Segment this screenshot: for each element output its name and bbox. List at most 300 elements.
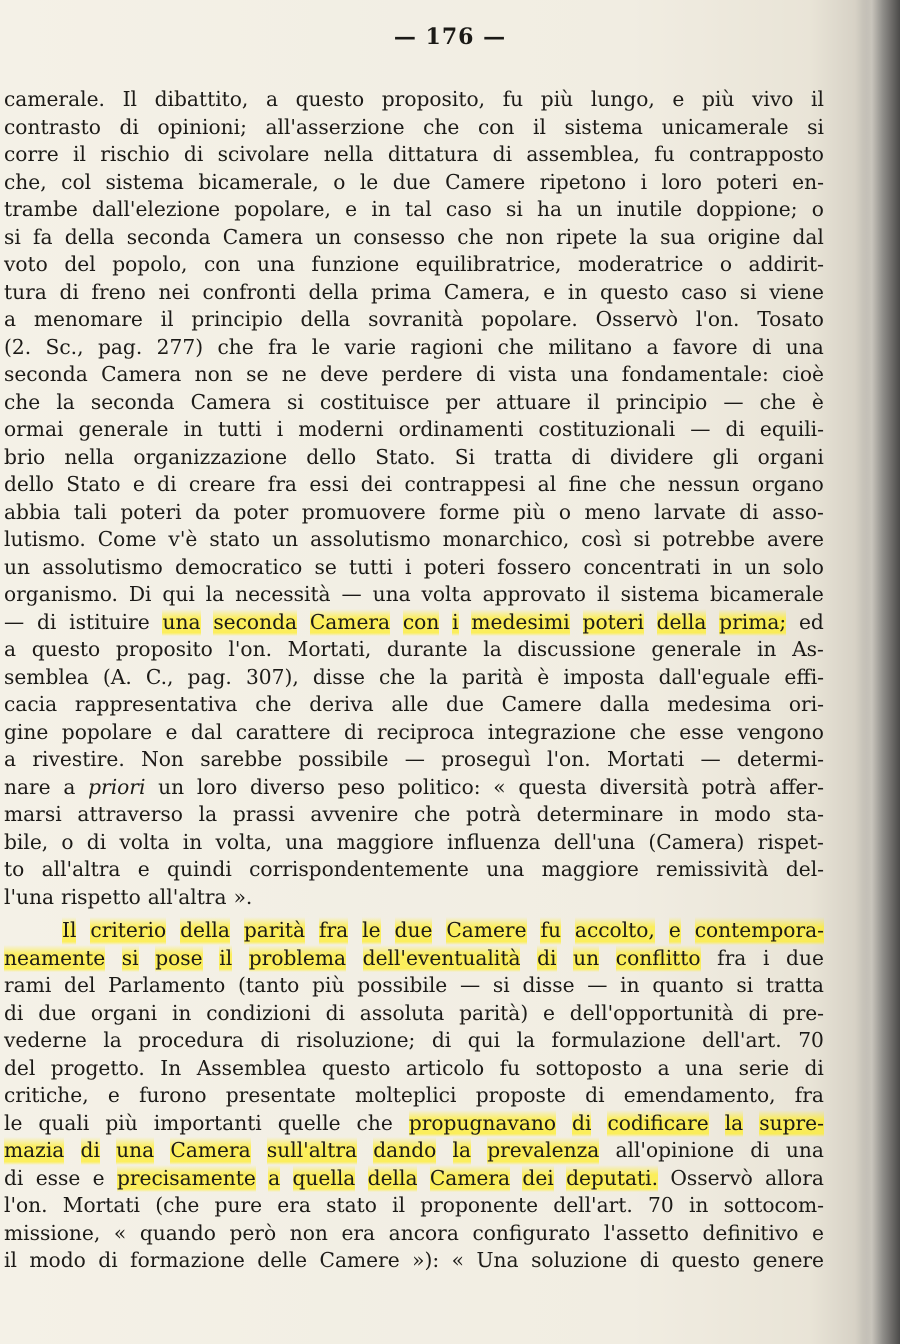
word: dello — [4, 472, 54, 496]
word: democratico — [175, 554, 303, 579]
word: As- — [792, 637, 824, 661]
word: popolare — [61, 719, 153, 744]
word: fa — [33, 224, 53, 249]
word: varie — [344, 334, 397, 359]
word: ». — [233, 884, 253, 909]
word: supre- — [759, 1110, 824, 1138]
word: in — [712, 554, 733, 579]
word: dall'eguale — [658, 664, 771, 689]
word: col — [61, 169, 92, 194]
word: proseguì — [441, 747, 531, 771]
word: poter — [233, 499, 289, 524]
word: di — [725, 417, 745, 441]
word: opinioni; — [157, 114, 247, 139]
word: all'opinione — [615, 1138, 735, 1162]
word: non — [289, 1220, 328, 1245]
word: nare — [4, 774, 51, 799]
word: scivolare — [217, 142, 310, 166]
word: si — [122, 945, 139, 973]
word: dell'eventualità — [363, 945, 521, 973]
word: formulazione — [551, 1028, 686, 1052]
word: tratta — [494, 444, 553, 469]
word: all'asserzione — [265, 114, 405, 139]
text-line — [4, 884, 824, 912]
word: organo — [751, 472, 824, 496]
word: il — [73, 142, 86, 166]
text-line — [4, 1137, 824, 1165]
word: dittatura — [387, 142, 479, 166]
text-line — [4, 416, 824, 444]
text-line — [4, 746, 824, 774]
text-line — [4, 829, 824, 857]
word: o — [333, 169, 346, 194]
word: quali — [38, 1110, 90, 1135]
word: confronti — [202, 279, 296, 304]
word: cioè — [782, 362, 824, 386]
word: contrapposto — [689, 142, 824, 166]
word: volta, — [215, 829, 273, 854]
word: un — [744, 554, 771, 579]
word: prima — [371, 279, 432, 304]
word: Stato — [66, 472, 121, 496]
word: sua — [660, 224, 696, 249]
word: unicamerale — [661, 114, 789, 139]
word: pag. — [187, 664, 232, 689]
word: moderni — [298, 417, 384, 441]
word: Camere — [319, 1248, 400, 1272]
word: sull'altra — [267, 1137, 357, 1165]
word: due — [446, 692, 484, 716]
body-text — [4, 86, 824, 1275]
word: In — [160, 1055, 182, 1080]
word: cacia — [4, 692, 58, 716]
word: questo — [671, 1248, 741, 1272]
word: che — [497, 334, 534, 359]
word: e — [132, 472, 145, 496]
word: e — [543, 1000, 555, 1025]
word: moderatrice — [578, 252, 704, 276]
word: « — [493, 774, 506, 799]
word: configurato — [472, 1220, 591, 1245]
word: l'on. — [4, 1193, 48, 1217]
word: di — [344, 719, 364, 744]
word: — — [404, 747, 425, 771]
text-line — [4, 609, 824, 637]
word: che — [629, 719, 666, 744]
text-line — [4, 169, 824, 197]
word: questo — [295, 87, 365, 111]
word: sovranità — [368, 307, 464, 331]
word: in — [371, 197, 391, 221]
word: addirit- — [748, 252, 824, 276]
word: e — [669, 917, 681, 945]
word: la — [453, 1137, 472, 1165]
word: o — [719, 252, 733, 276]
word: asso- — [772, 499, 824, 524]
word: la — [56, 389, 75, 414]
word: discussione — [517, 637, 636, 661]
word: maggiore — [336, 829, 434, 854]
word: 277) — [156, 334, 204, 359]
word: a — [4, 637, 17, 661]
word: missione, — [4, 1220, 101, 1245]
word: tutti — [348, 554, 393, 579]
word: soluzione — [531, 1248, 628, 1272]
word: un — [4, 554, 31, 579]
word: fra — [319, 917, 348, 945]
word: fu — [540, 917, 560, 945]
word: trambe — [4, 197, 78, 221]
word: poteri — [716, 169, 778, 194]
word: che — [217, 334, 254, 359]
word: semblea — [4, 664, 89, 689]
word: Camere — [446, 917, 526, 945]
text-line — [4, 1192, 824, 1220]
word: una — [785, 334, 824, 359]
word: che — [457, 224, 494, 249]
word: sistema — [620, 582, 700, 606]
word: una — [285, 829, 324, 854]
text-line — [4, 499, 824, 527]
text-line — [4, 279, 824, 307]
word: Mortati — [606, 747, 685, 771]
word: un — [573, 945, 599, 973]
word: monarchico, — [442, 527, 570, 551]
word: furono — [139, 1083, 207, 1107]
word: 307), — [245, 664, 299, 689]
word: del- — [785, 857, 824, 881]
word: rispet- — [757, 829, 824, 854]
word: in — [171, 1000, 192, 1025]
word: presentate — [225, 1083, 336, 1107]
word: dello — [306, 444, 357, 469]
word: dell'art. — [702, 1028, 782, 1052]
word: a — [4, 747, 17, 771]
word: Stato. — [375, 444, 436, 469]
word: essi — [309, 472, 349, 496]
word: codificare — [607, 1110, 708, 1138]
word: un — [315, 224, 342, 249]
word: precisamente — [117, 1165, 256, 1193]
word: imposta — [563, 664, 645, 689]
word: (tanto — [238, 973, 300, 997]
word: corrispondentemente — [249, 857, 469, 881]
word: i — [405, 554, 412, 579]
word: quando — [139, 1220, 216, 1245]
word: deve — [320, 362, 369, 386]
text-line — [4, 361, 824, 389]
word: 70 — [648, 1193, 674, 1217]
word: peso — [337, 774, 386, 799]
word: assolutismo — [310, 527, 431, 551]
word: inutile — [616, 197, 683, 221]
word: l'on. — [228, 637, 272, 661]
word: fu — [502, 87, 524, 111]
word: disse — [312, 664, 365, 689]
word: due — [392, 169, 431, 194]
word: all'altra — [41, 857, 121, 881]
word: serie — [738, 1055, 790, 1080]
word: parità — [461, 664, 524, 689]
word: di — [739, 499, 759, 524]
word: che — [414, 802, 451, 826]
word: ripetono — [539, 169, 627, 194]
word: una — [162, 609, 200, 637]
word: definitivo — [702, 1220, 799, 1245]
word: che — [759, 389, 796, 414]
word: organi — [90, 1000, 158, 1025]
word: di — [748, 1000, 768, 1025]
word: possibile — [357, 973, 448, 997]
word: parità) — [459, 1000, 529, 1025]
text-line — [4, 224, 824, 252]
word: fine — [568, 472, 607, 496]
word: condizioni — [206, 1000, 311, 1025]
word: il — [160, 307, 174, 331]
word: il — [586, 389, 600, 414]
word: la — [483, 637, 502, 661]
text-line — [4, 664, 824, 692]
word: dal — [190, 719, 223, 744]
word: se — [314, 554, 337, 579]
word: di — [86, 829, 107, 854]
word: rappresentativa — [74, 692, 238, 716]
word: Mortati, — [287, 637, 372, 661]
word: dando — [373, 1137, 436, 1165]
word: modo — [29, 1248, 86, 1272]
word: conflitto — [616, 945, 701, 973]
word: vengono — [737, 719, 824, 744]
word: — — [459, 973, 481, 997]
word: le — [362, 917, 380, 945]
text-line — [4, 945, 824, 973]
word: sistema — [105, 169, 184, 194]
word: seconda — [126, 224, 211, 249]
word: i — [276, 417, 284, 441]
word: Tosato — [757, 307, 824, 331]
word: pag. — [97, 334, 143, 359]
word: assemblea, — [526, 142, 640, 166]
word: di — [639, 1248, 660, 1272]
word: in — [679, 802, 699, 826]
word: i — [452, 609, 458, 637]
word: i — [762, 945, 770, 970]
word: a — [268, 1165, 280, 1193]
word: due — [38, 1000, 77, 1025]
word: fu — [499, 1055, 521, 1080]
word: di — [572, 1110, 591, 1138]
word: diverso — [250, 774, 325, 799]
word: si — [736, 973, 754, 997]
word: prima; — [719, 609, 786, 637]
page-number: — 176 — — [393, 24, 507, 50]
word: della — [64, 224, 115, 249]
word: nei — [158, 279, 190, 304]
word: che — [423, 114, 460, 139]
word: che — [255, 692, 292, 716]
word: il — [533, 114, 546, 139]
word: popolare. — [481, 307, 578, 331]
word: importanti — [153, 1110, 262, 1135]
word: la — [198, 802, 218, 826]
word: possibile — [298, 747, 389, 771]
word: — — [700, 747, 721, 771]
word: ormai — [4, 417, 64, 441]
word: disse — [522, 973, 575, 997]
word: di — [492, 142, 513, 166]
word: consesso — [353, 224, 446, 249]
word: contrasto — [4, 114, 101, 139]
word: al — [537, 472, 557, 496]
word: pose — [155, 945, 202, 973]
word: due — [395, 917, 433, 945]
word: rivestire. — [32, 747, 125, 771]
word: corre — [4, 142, 59, 166]
word: « — [451, 1248, 465, 1272]
word: più — [701, 87, 735, 111]
word: di — [537, 945, 556, 973]
word: Osservò — [670, 1165, 753, 1190]
word: sottoposto — [535, 1055, 643, 1080]
word: caso — [445, 197, 492, 221]
word: questo — [321, 1055, 391, 1080]
word: volta — [119, 829, 170, 854]
word: una — [116, 1137, 154, 1165]
word: potrà — [466, 802, 521, 826]
word: rischio — [100, 142, 170, 166]
text-line — [4, 114, 824, 142]
text-line — [4, 554, 824, 582]
word: potrebbe — [662, 527, 755, 551]
word: non — [194, 362, 233, 386]
text-line — [4, 1055, 824, 1083]
word: il — [392, 1193, 406, 1217]
word: proponente — [420, 1193, 539, 1217]
text-line — [4, 471, 824, 499]
word: di — [183, 142, 204, 166]
word: a — [4, 307, 17, 331]
word: con — [403, 609, 439, 637]
word: questo — [600, 279, 669, 304]
word: lutismo. — [4, 527, 86, 551]
word: volta — [421, 582, 472, 606]
word: — — [341, 582, 362, 606]
word: fu — [654, 142, 675, 166]
word: della — [308, 279, 359, 304]
word: e — [345, 197, 358, 221]
word: fra — [794, 1083, 824, 1107]
word: una — [486, 857, 525, 881]
word: fra — [717, 945, 747, 970]
word: di — [4, 1165, 24, 1190]
word: di — [431, 1028, 452, 1052]
word: promuovere — [301, 499, 426, 524]
word: caso — [681, 279, 728, 304]
word: assoluta — [359, 1000, 445, 1025]
text-line — [4, 801, 824, 829]
word: camerale. — [4, 87, 105, 111]
word: si — [505, 197, 523, 221]
word: di — [119, 114, 139, 139]
word: progetto. — [50, 1055, 145, 1080]
word: però — [229, 1220, 277, 1245]
word: o — [811, 197, 824, 221]
word: principio — [191, 307, 283, 331]
word: Come — [97, 527, 157, 551]
text-line — [4, 1000, 824, 1028]
word: bicamerale — [709, 582, 824, 606]
word: abbia — [4, 499, 61, 524]
word: (A. — [102, 664, 132, 689]
word: l'una — [4, 884, 55, 909]
word: Camera — [310, 609, 390, 637]
word: Camera — [222, 224, 303, 249]
word: fra — [268, 334, 298, 359]
word: fra — [267, 472, 297, 496]
word: effi- — [784, 664, 824, 689]
word: i — [640, 169, 648, 194]
word: quella — [293, 1165, 356, 1193]
word: — — [723, 389, 744, 414]
word: una — [685, 1055, 724, 1080]
text-line — [4, 972, 824, 1000]
word: è — [537, 664, 550, 689]
word: — — [4, 609, 25, 634]
word: gli — [712, 444, 739, 469]
word: Camera, — [443, 279, 531, 304]
word: modo — [714, 802, 771, 826]
word: remissività — [656, 857, 769, 881]
word: fossero — [497, 554, 572, 579]
word: dei — [522, 1165, 553, 1193]
word: funzione — [311, 252, 400, 276]
word: parità — [244, 917, 305, 945]
word: Non — [141, 747, 184, 771]
word: in — [688, 1193, 709, 1217]
word: due — [786, 945, 824, 970]
word: o — [558, 499, 571, 524]
word: seconda — [4, 362, 88, 386]
text-line — [4, 1247, 824, 1275]
text-line — [4, 1110, 824, 1138]
word: questo — [31, 637, 101, 661]
word: equilibratrice, — [415, 252, 562, 276]
word: un — [158, 774, 185, 799]
word: dividere — [609, 444, 694, 469]
word: una — [570, 362, 609, 386]
word: critiche, — [4, 1083, 89, 1107]
word: approvato — [482, 582, 586, 606]
word: — — [587, 973, 608, 997]
text-line — [4, 86, 824, 114]
word: viene — [769, 279, 824, 304]
word: lungo, — [590, 87, 655, 111]
word: voto — [4, 252, 48, 276]
word: Mortati — [62, 1193, 140, 1217]
text-line — [4, 581, 824, 609]
word: era — [341, 1220, 376, 1245]
word: genere — [752, 1248, 824, 1272]
word: che — [4, 389, 41, 414]
word: di — [571, 444, 591, 469]
word: che, — [4, 169, 47, 194]
text-line — [4, 774, 824, 802]
word: durante — [386, 637, 468, 661]
word: a — [646, 334, 659, 359]
word: e — [672, 87, 685, 111]
word: da — [195, 499, 221, 524]
word: allora — [765, 1165, 824, 1190]
